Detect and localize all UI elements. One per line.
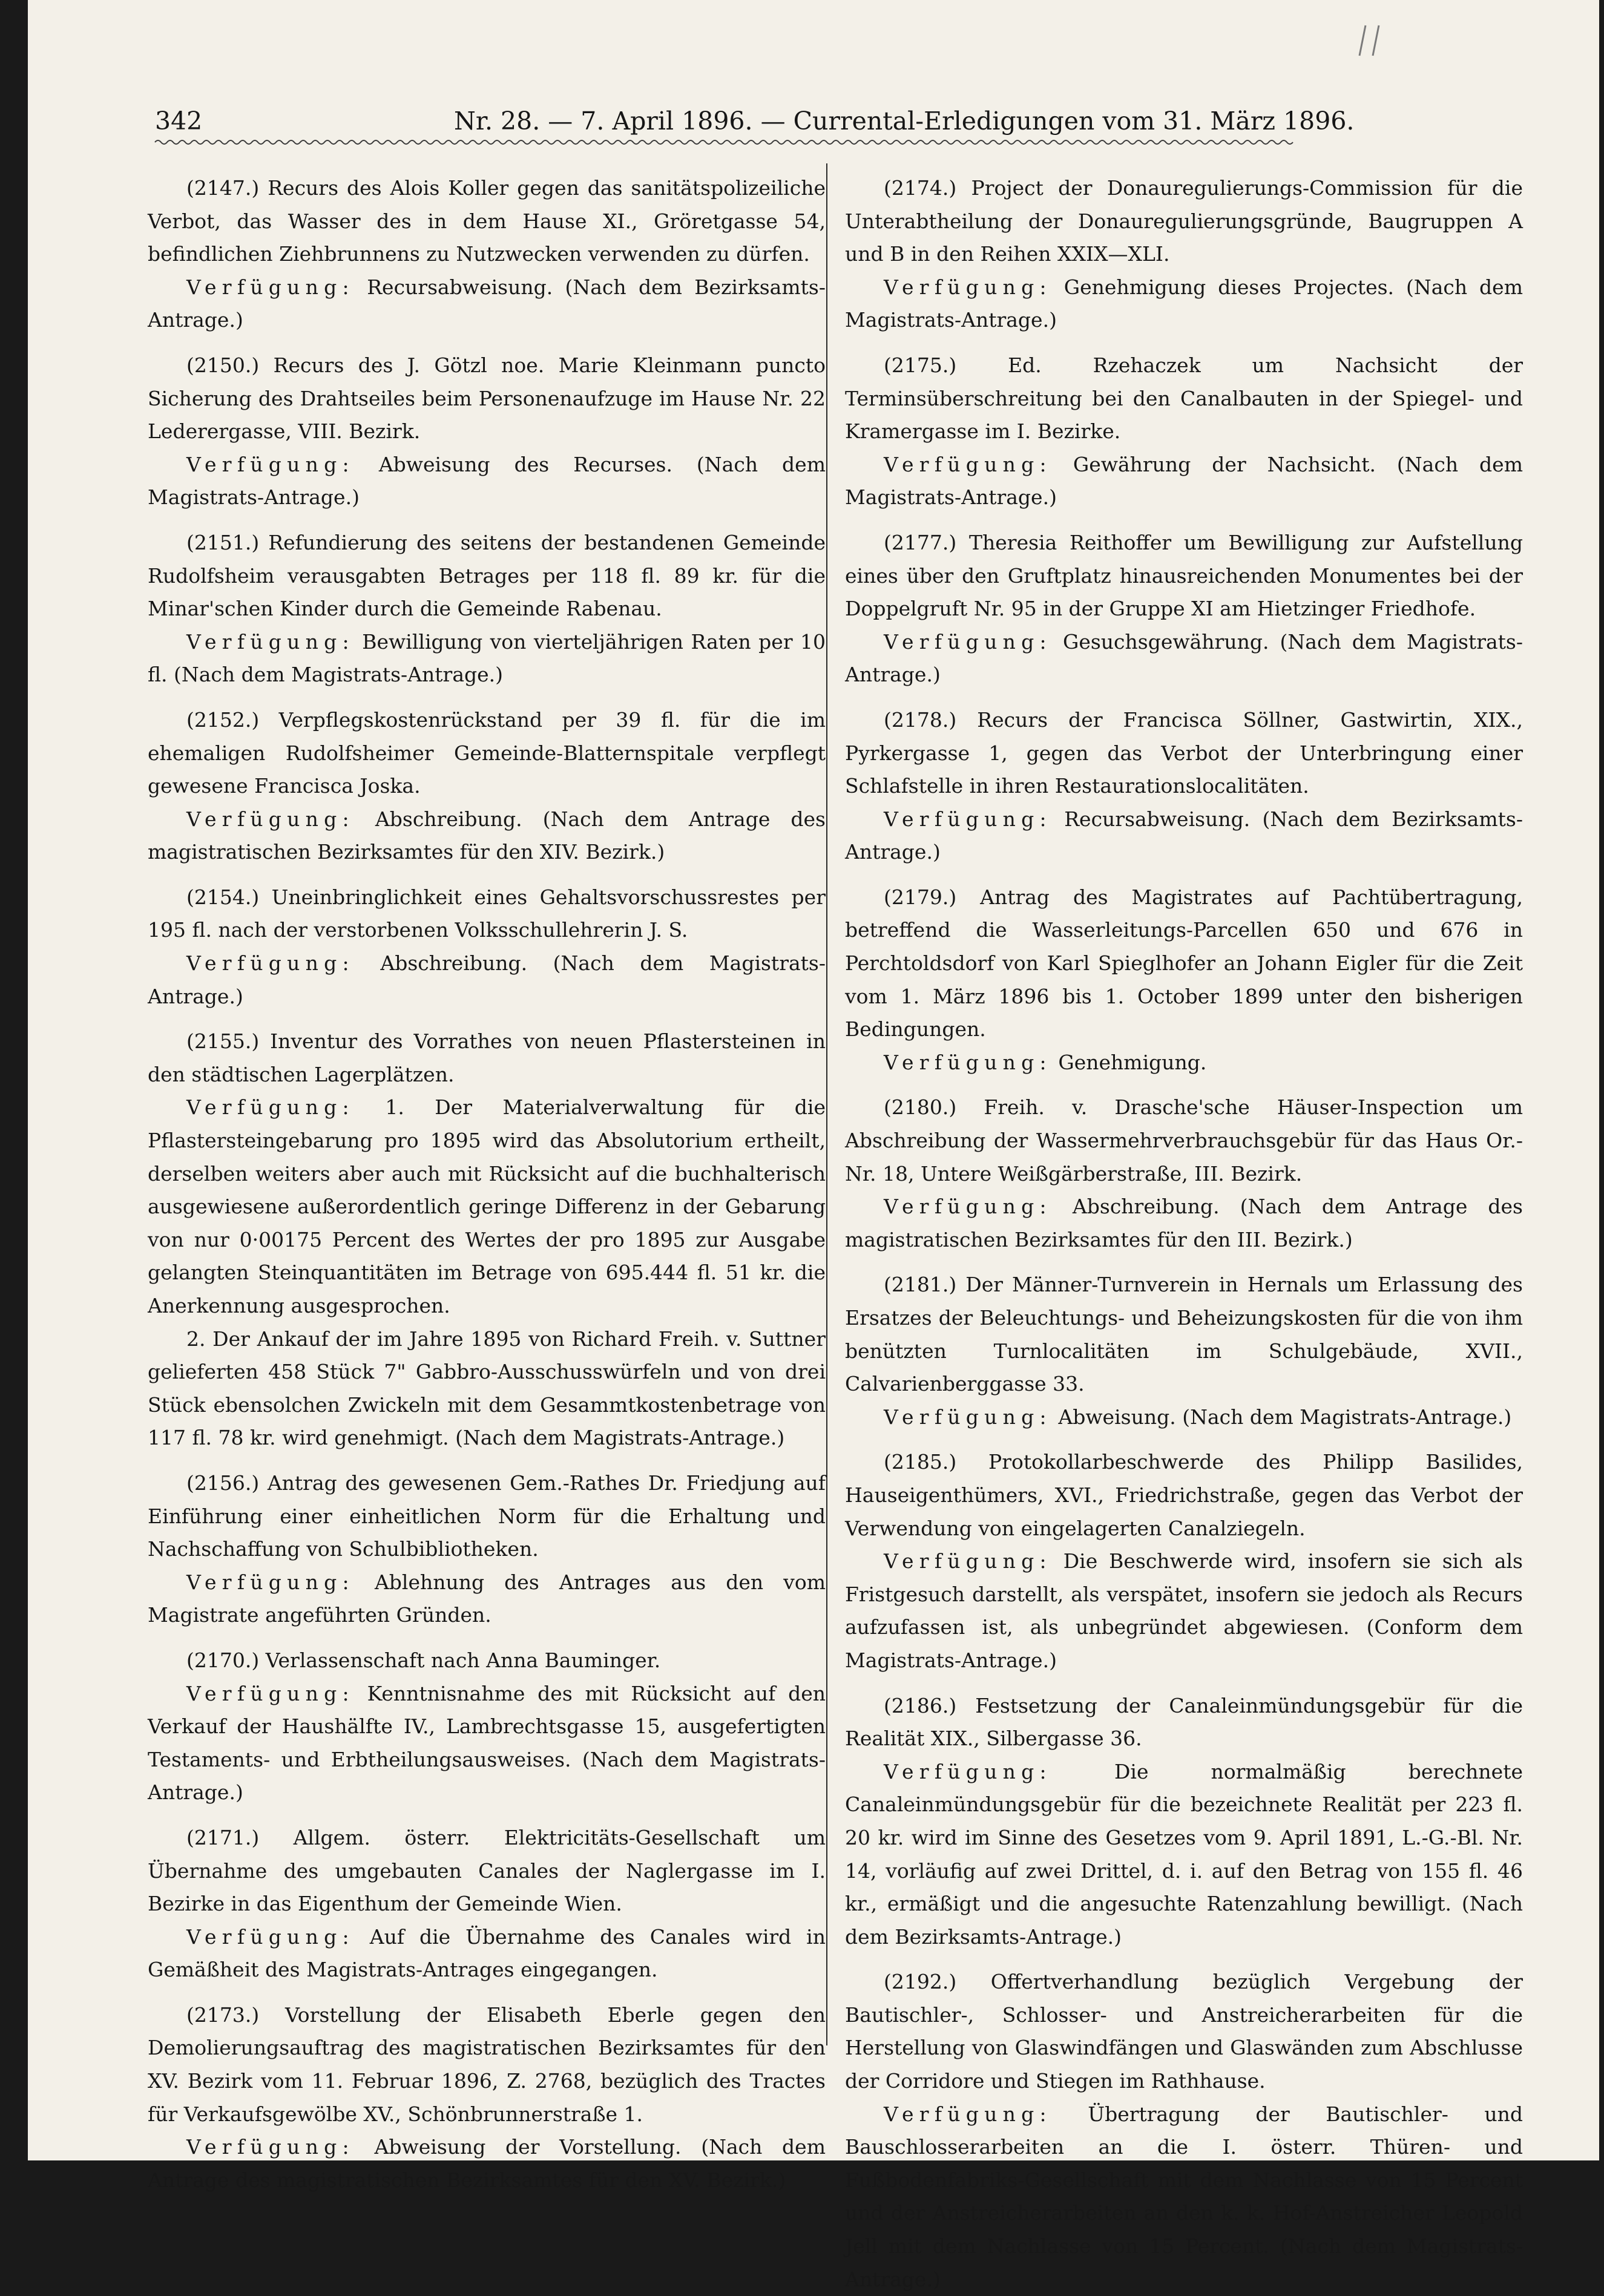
decision-text: Abweisung des Recurses. (Nach dem Magistrats-Antrage.) bbox=[148, 452, 826, 510]
entry-2178 bbox=[845, 704, 1523, 869]
entry-decision bbox=[148, 947, 826, 1013]
entry-decision bbox=[148, 1566, 826, 1632]
decision-text: Gewährung der Nachsicht. (Nach dem Magistrats-Antrage.) bbox=[845, 452, 1523, 510]
entry-text: (2179.) Antrag des Magistrates auf Pachtübertragung, betreffend die Wasserleitungs-Parcellen 650 und 676 in Perchtoldsdorf von Karl Spieglhofer an Johann Eigler für die Zeit vom 1. März 1896 bis 1. October 1899 unter den bisherigen Bedingungen. bbox=[845, 885, 1523, 1041]
entry-decision bbox=[148, 271, 826, 337]
entry-decision bbox=[845, 626, 1523, 692]
entry-text: (2156.) Antrag des gewesenen Gem.-Rathes Dr. Friedjung auf Einführung einer einheitlichen Norm für die Erhaltung und Nachschaffung von Schulbibliotheken. bbox=[148, 1471, 826, 1561]
decision-label: Verfügung: bbox=[186, 1095, 355, 1120]
entry-text: (2186.) Festsetzung der Canaleinmündungsgebür für die Realität XIX., Silbergasse 36. bbox=[845, 1693, 1523, 1751]
entry-decision bbox=[845, 1756, 1523, 1954]
entry-text: (2173.) Vorstellung der Elisabeth Eberle gegen den Demolierungsauftrag des magistratischen Bezirksamtes für den XV. Bezirk vom 11. Februar 1896, Z. 2768, bezüglich des Tractes für Verkaufsgewölbe XV., Schönbrunnerstraße 1. bbox=[148, 2002, 826, 2126]
decision-text: Die normalmäßig berechnete Canaleinmündungsgebür für die bezeichnete Realität per 223 fl. 20 kr. wird im Sinne des Gesetzes vom 9. April 1891, L.-G.-Bl. Nr. 14, vorläufig auf zwei Drittel, d. i. auf den Betrag von 155 fl. 46 kr., ermäßigt und die angesuchte Ratenzahlung bewilligt. (Nach dem Bezirksamts-Antrage.) bbox=[845, 1759, 1523, 1949]
entry-2155 bbox=[148, 1025, 826, 1455]
entry-decision bbox=[148, 626, 826, 692]
decision-label: Verfügung: bbox=[884, 452, 1052, 476]
entry-2151 bbox=[148, 526, 826, 692]
entry-text: (2174.) Project der Donauregulierungs-Commission für die Unterabtheilung der Donauregulierungsgründe, Baugruppen A und B in den Reihen XXIX—XLI. bbox=[845, 176, 1523, 266]
entry-decision bbox=[845, 1545, 1523, 1677]
decision-text: Genehmigung. bbox=[1058, 1050, 1207, 1074]
decision-text: Abweisung der Vorstellung. (Nach dem Antrage des magistratischen Bezirksamtes für den XV. Bezirk.) bbox=[148, 2135, 826, 2192]
decision-text: Abweisung. (Nach dem Magistrats-Antrage.) bbox=[1058, 1405, 1512, 1429]
entry-decision bbox=[845, 803, 1523, 869]
decision-text: Genehmigung dieses Projectes. (Nach dem Magistrats-Antrage.) bbox=[845, 275, 1523, 332]
entry-decision bbox=[148, 1921, 826, 1987]
entry-decision-continued: 2. Der Ankauf der im Jahre 1895 von Richard Freih. v. Suttner gelieferten 458 Stück 7" Gabbro-Ausschusswürfeln und von drei Stück ebensolchen Zwickeln mit dem Gesammtkostenbetrage von 117 fl. 78 kr. wird genehmigt. (Nach dem Magistrats-Antrage.) bbox=[148, 1327, 826, 1450]
page-number: 342 bbox=[155, 107, 203, 136]
entry-text: (2170.) Verlassenschaft nach Anna Bauminger. bbox=[186, 1648, 661, 1672]
running-header bbox=[155, 107, 1355, 137]
decision-label: Verfügung: bbox=[186, 629, 355, 654]
decision-label: Verfügung: bbox=[186, 275, 355, 299]
page-sheet bbox=[28, 0, 1599, 2291]
decision-label: Verfügung: bbox=[884, 629, 1052, 654]
entry-2173 bbox=[148, 1999, 826, 2197]
entry-2179 bbox=[845, 881, 1523, 1080]
entry-2170 bbox=[148, 1644, 826, 1809]
decision-label: Verfügung: bbox=[884, 2102, 1052, 2126]
wavy-header-rule bbox=[155, 138, 1293, 146]
decision-label: Verfügung: bbox=[186, 951, 355, 976]
entry-text: (2171.) Allgem. österr. Elektricitäts-Gesellschaft um Übernahme des umgebauten Canales der Naglergasse im I. Bezirke in das Eigenthum der Gemeinde Wien. bbox=[148, 1825, 826, 1916]
entry-decision bbox=[845, 1401, 1523, 1434]
decision-label: Verfügung: bbox=[186, 807, 355, 831]
entry-decision bbox=[845, 448, 1523, 514]
entry-text: (2155.) Inventur des Vorrathes von neuen Pflastersteinen in den städtischen Lagerplätzen. bbox=[148, 1029, 826, 1086]
decision-text: Recursabweisung. (Nach dem Bezirksamts-Antrage.) bbox=[845, 807, 1523, 864]
decision-label: Verfügung: bbox=[884, 1405, 1052, 1429]
entry-2156 bbox=[148, 1467, 826, 1632]
decision-text: Kenntnisnahme des mit Rücksicht auf den Verkauf der Haushälfte IV., Lambrechtsgasse 15, ausgefertigten Testaments- und Erbtheilungsausweises. (Nach dem Magistrats-Antrage.) bbox=[148, 1681, 826, 1805]
decision-text: 1. Der Materialverwaltung für die Pflastersteingebarung pro 1895 wird das Absolutorium ertheilt, derselben weiters aber auch mit Rücksicht auf die buchhalterisch ausgewiesene außerordentlich geringe Differenz in der Gebarung von nur 0·00175 Percent des Wertes der pro 1895 zur Ausgabe gelangten Steinquantitäten im Betrage von 695.444 fl. 51 kr. die Anerkennung ausgesprochen. bbox=[148, 1095, 826, 1317]
pencil-mark bbox=[1352, 23, 1407, 59]
entry-2185 bbox=[845, 1446, 1523, 1677]
decision-label: Verfügung: bbox=[884, 1195, 1052, 1219]
entry-2150 bbox=[148, 349, 826, 514]
column-divider bbox=[826, 163, 827, 2045]
entry-2177 bbox=[845, 526, 1523, 692]
entry-2180 bbox=[845, 1091, 1523, 1256]
entry-2171 bbox=[148, 1822, 826, 1987]
entry-text: (2181.) Der Männer-Turnverein in Hernals um Erlassung des Ersatzes der Beleuchtungs- und Beheizungskosten für die von ihm benützten Turnlocalitäten im Schulgebäude, XVII., Calvarienberggasse 33. bbox=[845, 1273, 1523, 1396]
decision-text: Abschreibung. (Nach dem Antrage des magistratischen Bezirksamtes für den III. Bezirk.) bbox=[845, 1195, 1523, 1251]
entry-2192 bbox=[845, 1966, 1523, 2296]
entry-2175 bbox=[845, 349, 1523, 514]
decision-label: Verfügung: bbox=[884, 275, 1052, 299]
decision-label: Verfügung: bbox=[186, 2135, 355, 2159]
decision-text: Übertragung der Bautischler- und Bauschlosserarbeiten an die I. österr. Thüren- und Fußbodenfabriks-Gesellschaft mit dem Nachlasse von 15 Percent und der Anstreicherarbeiten an den k. k. Hof-Anstreicher Leopold Jell mit dem Nachlasse von 15 Percent. (Nach dem Magistrats-Antrage.) bbox=[845, 2102, 1523, 2291]
entry-decision bbox=[845, 1046, 1523, 1080]
entry-decision bbox=[148, 1091, 826, 1322]
entry-text: (2154.) Uneinbringlichkeit eines Gehaltsvorschussrestes per 195 fl. nach der verstorbenen Volksschullehrerin J. S. bbox=[148, 885, 826, 942]
entry-decision bbox=[845, 2098, 1523, 2296]
entry-text: (2192.) Offertverhandlung bezüglich Vergebung der Bautischler-, Schlosser- und Anstreicherarbeiten für die Herstellung von Glaswindfängen und Glaswänden zum Abschlusse der Corridore und Stiegen im Rathhause. bbox=[845, 1970, 1523, 2093]
decision-text: Abschreibung. (Nach dem Antrage des magistratischen Bezirksamtes für den XIV. Bezirk.) bbox=[148, 807, 826, 864]
entry-text: (2152.) Verpflegskostenrückstand per 39 fl. für die im ehemaligen Rudolfsheimer Gemeinde-Blatternspitale verpflegt gewesene Franciscа Joska. bbox=[148, 707, 826, 798]
entry-text: (2150.) Recurs des J. Götzl noe. Marie Kleinmann puncto Sicherung des Drahtseiles beim Personenaufzuge im Hause Nr. 22 Lederergasse, VIII. Bezirk. bbox=[148, 353, 826, 444]
decision-text: Die Beschwerde wird, insofern sie sich als Fristgesuch darstellt, als verspätet, insofern sie jedoch als Recurs aufzufassen ist, als unbegründet abgewiesen. (Conform dem Magistrats-Antrage.) bbox=[845, 1549, 1523, 1672]
entry-2186 bbox=[845, 1690, 1523, 1954]
decision-text: Auf die Übernahme des Canales wird in Gemäßheit des Magistrats-Antrages eingegangen. bbox=[148, 1924, 826, 1982]
decision-text: Recursabweisung. (Nach dem Bezirksamts-Antrage.) bbox=[148, 275, 826, 332]
entry-text: (2147.) Recurs des Alois Koller gegen das sanitätspolizeiliche Verbot, das Wasser des in dem Hause XI., Gröretgasse 54, befindlichen Ziehbrunnens zu Nutzwecken verwenden zu dürfen. bbox=[148, 176, 826, 266]
running-title: Nr. 28. — 7. April 1896. — Currental-Erledigungen vom 31. März 1896. bbox=[454, 107, 1355, 136]
entry-2174 bbox=[845, 172, 1523, 337]
decision-text: Gesuchsgewährung. (Nach dem Magistrats-Antrage.) bbox=[845, 629, 1523, 687]
decision-label: Verfügung: bbox=[186, 1924, 355, 1949]
decision-label: Verfügung: bbox=[884, 1549, 1052, 1573]
decision-label: Verfügung: bbox=[884, 1759, 1052, 1783]
decision-label: Verfügung: bbox=[884, 1050, 1052, 1074]
entry-text: (2177.) Theresia Reithoffer um Bewilligung zur Aufstellung eines über den Gruftplatz hinausreichenden Monumentes bei der Doppelgruft Nr. 95 in der Gruppe XI am Hietzinger Friedhofe. bbox=[845, 530, 1523, 621]
entry-decision bbox=[148, 1678, 826, 1809]
entry-2152 bbox=[148, 704, 826, 869]
entry-decision bbox=[148, 2131, 826, 2197]
decision-label: Verfügung: bbox=[884, 807, 1052, 831]
entry-text: (2175.) Ed. Rzehaczek um Nachsicht der Terminsüberschreitung bei den Canalbauten in der Spiegel- und Kramergasse im I. Bezirke. bbox=[845, 353, 1523, 444]
entry-text: (2185.) Protokollarbeschwerde des Philipp Basilides, Hauseigenthümers, XVI., Friedrichstraße, gegen das Verbot der Verwendung von eingelagerten Canalziegeln. bbox=[845, 1450, 1523, 1540]
decision-text: Abschreibung. (Nach dem Magistrats-Antrage.) bbox=[148, 951, 826, 1008]
entry-text: (2151.) Refundierung des seitens der bestandenen Gemeinde Rudolfsheim verausgabten Betrages per 118 fl. 89 kr. für die Minar'schen Kinder durch die Gemeinde Rabenau. bbox=[148, 530, 826, 621]
entry-text: (2180.) Freih. v. Drasche'sche Häuser-Inspection um Abschreibung der Wassermehrverbrauchsgebür für das Haus Or.-Nr. 18, Untere Weißgärberstraße, III. Bezirk. bbox=[845, 1095, 1523, 1186]
entry-decision bbox=[845, 271, 1523, 337]
entry-2147 bbox=[148, 172, 826, 337]
entry-decision bbox=[148, 448, 826, 514]
decision-label: Verfügung: bbox=[186, 1681, 355, 1705]
entry-text: (2178.) Recurs der Franciscа Söllner, Gastwirtin, XIX., Pyrkergasse 1, gegen das Verbot der Unterbringung einer Schlafstelle in ihren Restaurationslocalitäten. bbox=[845, 707, 1523, 798]
decision-label: Verfügung: bbox=[186, 452, 355, 476]
decision-label: Verfügung: bbox=[186, 1570, 355, 1594]
entry-decision bbox=[845, 1190, 1523, 1256]
entry-2154 bbox=[148, 881, 826, 1013]
entry-decision bbox=[148, 803, 826, 869]
right-column bbox=[845, 172, 1523, 2291]
decision-text: Ablehnung des Antrages aus den vom Magistrate angeführten Gründen. bbox=[148, 1570, 826, 1627]
entry-2181 bbox=[845, 1268, 1523, 1434]
decision-text: Bewilligung von vierteljährigen Raten per 10 fl. (Nach dem Magistrats-Antrage.) bbox=[148, 629, 826, 687]
left-column bbox=[148, 172, 826, 2192]
